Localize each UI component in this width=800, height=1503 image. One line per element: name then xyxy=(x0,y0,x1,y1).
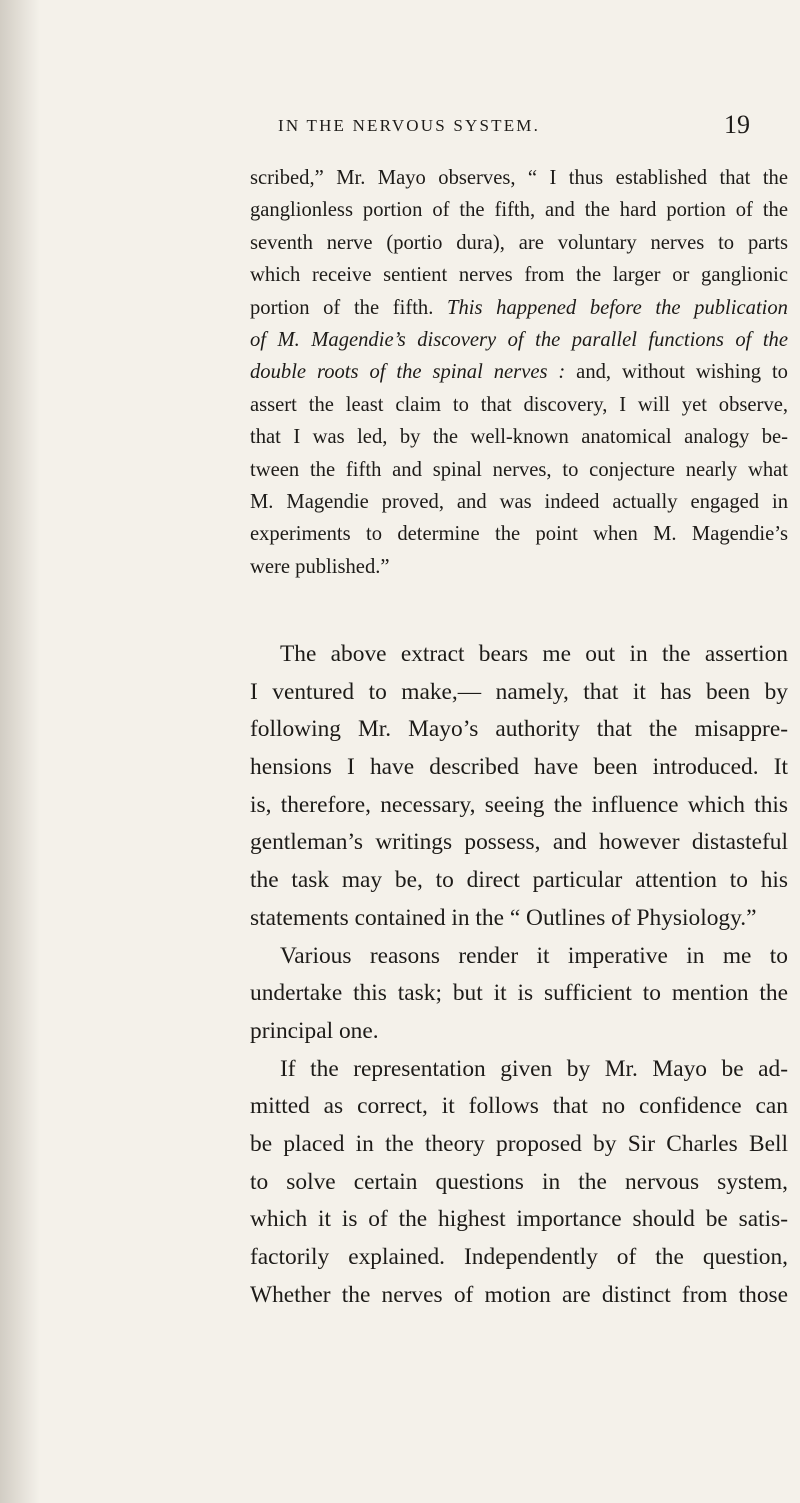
quoted-passage xyxy=(250,162,788,583)
text-line: Whether the nerves of motion are distinct from those xyxy=(250,1281,788,1308)
text-line: factorily explained. Independently of the question, xyxy=(250,1244,788,1270)
text-line: experiments to determine the point when M. Magendie’s xyxy=(250,523,788,546)
body-text xyxy=(250,636,788,1314)
text-line: be placed in the theory proposed by Sir Charles Bell xyxy=(250,1130,788,1157)
text-line: scribed,” Mr. Mayo observes, “ I thus established that the xyxy=(250,167,788,189)
text-line: undertake this task; but it is sufficient to mention the xyxy=(250,980,788,1007)
text-line: which receive sentient nerves from the larger or ganglionic xyxy=(250,264,788,287)
text-line: the task may be, to direct particular attention to his xyxy=(250,867,788,894)
text-line: assert the least claim to that discovery, I will yet observe, xyxy=(250,393,788,416)
text-line: were published.” xyxy=(250,555,390,578)
text-line: to solve certain questions in the nervous system, xyxy=(250,1168,788,1195)
text-line: tween the fifth and spinal nerves, to conjecture nearly what xyxy=(250,458,788,481)
paragraph-first-line: If the representation given by Mr. Mayo be ad- xyxy=(280,1055,788,1082)
text-line: is, therefore, necessary, seeing the influence which this xyxy=(250,791,788,818)
text-line: hensions I have described have been introduced. It xyxy=(250,754,788,781)
running-head: IN THE NERVOUS SYSTEM. xyxy=(278,116,541,135)
text-line-with-italic xyxy=(250,292,788,324)
text-run: portion of the fifth. xyxy=(250,296,448,319)
text-line: which it is of the highest importance should be satis- xyxy=(250,1206,788,1233)
text-line: mitted as correct, it follows that no confidence can xyxy=(250,1093,788,1120)
text-line-with-italic xyxy=(250,356,788,388)
text-line: principal one. xyxy=(250,1017,379,1044)
text-run: and, without wishing to xyxy=(565,361,788,384)
text-line: I ventured to make,— namely, that it has been by xyxy=(250,678,788,705)
paragraph-first-line: Various reasons render it imperative in me to xyxy=(280,942,788,969)
text-line: seventh nerve (portio dura), are voluntary nerves to parts xyxy=(250,231,788,254)
text-line: gentleman’s writings possess, and however distasteful xyxy=(250,829,788,856)
page-number: 19 xyxy=(724,110,750,139)
text-line: that I was led, by the well-known anatomical analogy be- xyxy=(250,426,788,449)
text-line: M. Magendie proved, and was indeed actually engaged in xyxy=(250,490,788,513)
italic-run: This happened before the publication xyxy=(447,296,788,319)
page-edge-shadow xyxy=(0,0,40,1503)
paragraph-first-line: The above extract bears me out in the assertion xyxy=(280,641,788,667)
text-line: statements contained in the “ Outlines of Physiology.” xyxy=(250,904,757,931)
text-line: following Mr. Mayo’s authority that the misappre- xyxy=(250,716,788,743)
italic-text-line: of M. Magendie’s discovery of the parallel functions of the xyxy=(250,328,788,351)
text-line: ganglionless portion of the fifth, and the hard portion of the xyxy=(250,199,788,222)
italic-run: double roots of the spinal nerves : xyxy=(250,361,566,384)
